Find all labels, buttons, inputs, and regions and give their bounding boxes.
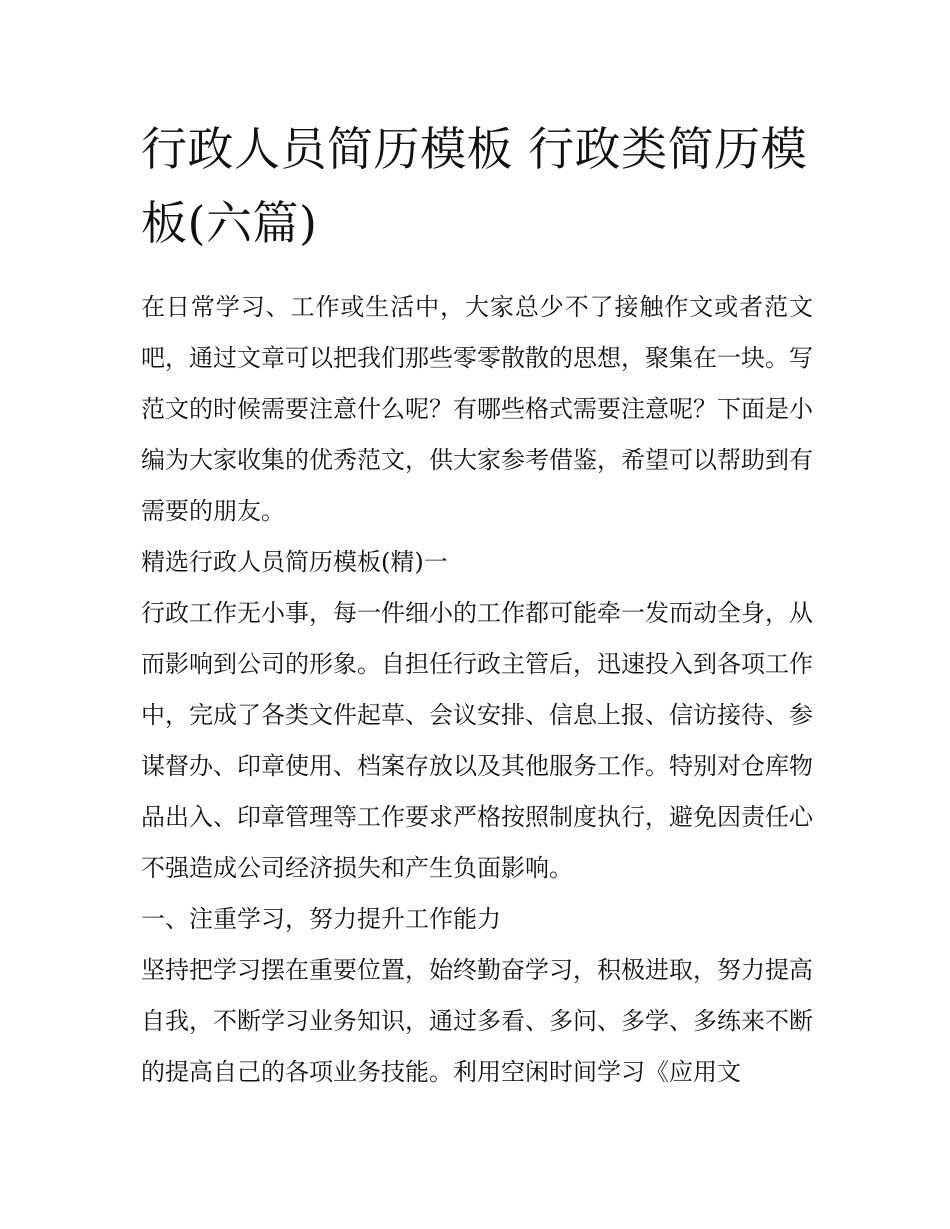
- body-paragraph: 坚持把学习摆在重要位置，始终勤奋学习，积极进取，努力提高自我，不断学习业务知识，通过多看、多问、多学、多练来不断的提高自己的各项业务技能。利用空闲时间学习《应用文: [141, 956, 813, 1086]
- section-heading-1: 精选行政人员简历模板(精)一: [141, 548, 448, 576]
- body-paragraph: 行政工作无小事，每一件细小的工作都可能牵一发而动全身，从而影响到公司的形象。自担任行政主管后，迅速投入到各项工作中，完成了各类文件起草、会议安排、信息上报、信访接待、参谋督办、印章使用、档案存放以及其他服务工作。特别对仓库物品出入、印章管理等工作要求严格按照制度执行，避免因责任心不强造成公司经济损失和产生负面影响。: [141, 599, 813, 882]
- document-title: 行政人员简历模板 行政类简历模板(六篇): [141, 122, 808, 250]
- document-page: [141, 112, 813, 1098]
- intro-paragraph: 在日常学习、工作或生活中，大家总少不了接触作文或者范文吧，通过文章可以把我们那些零零散散的思想，聚集在一块。写范文的时候需要注意什么呢？有哪些格式需要注意呢？下面是小编为大家收集的优秀范文，供大家参考借鉴，希望可以帮助到有需要的朋友。: [141, 293, 813, 525]
- subsection-heading-1: 一、注重学习，努力提升工作能力: [141, 905, 501, 933]
- document-body: [141, 282, 813, 1098]
